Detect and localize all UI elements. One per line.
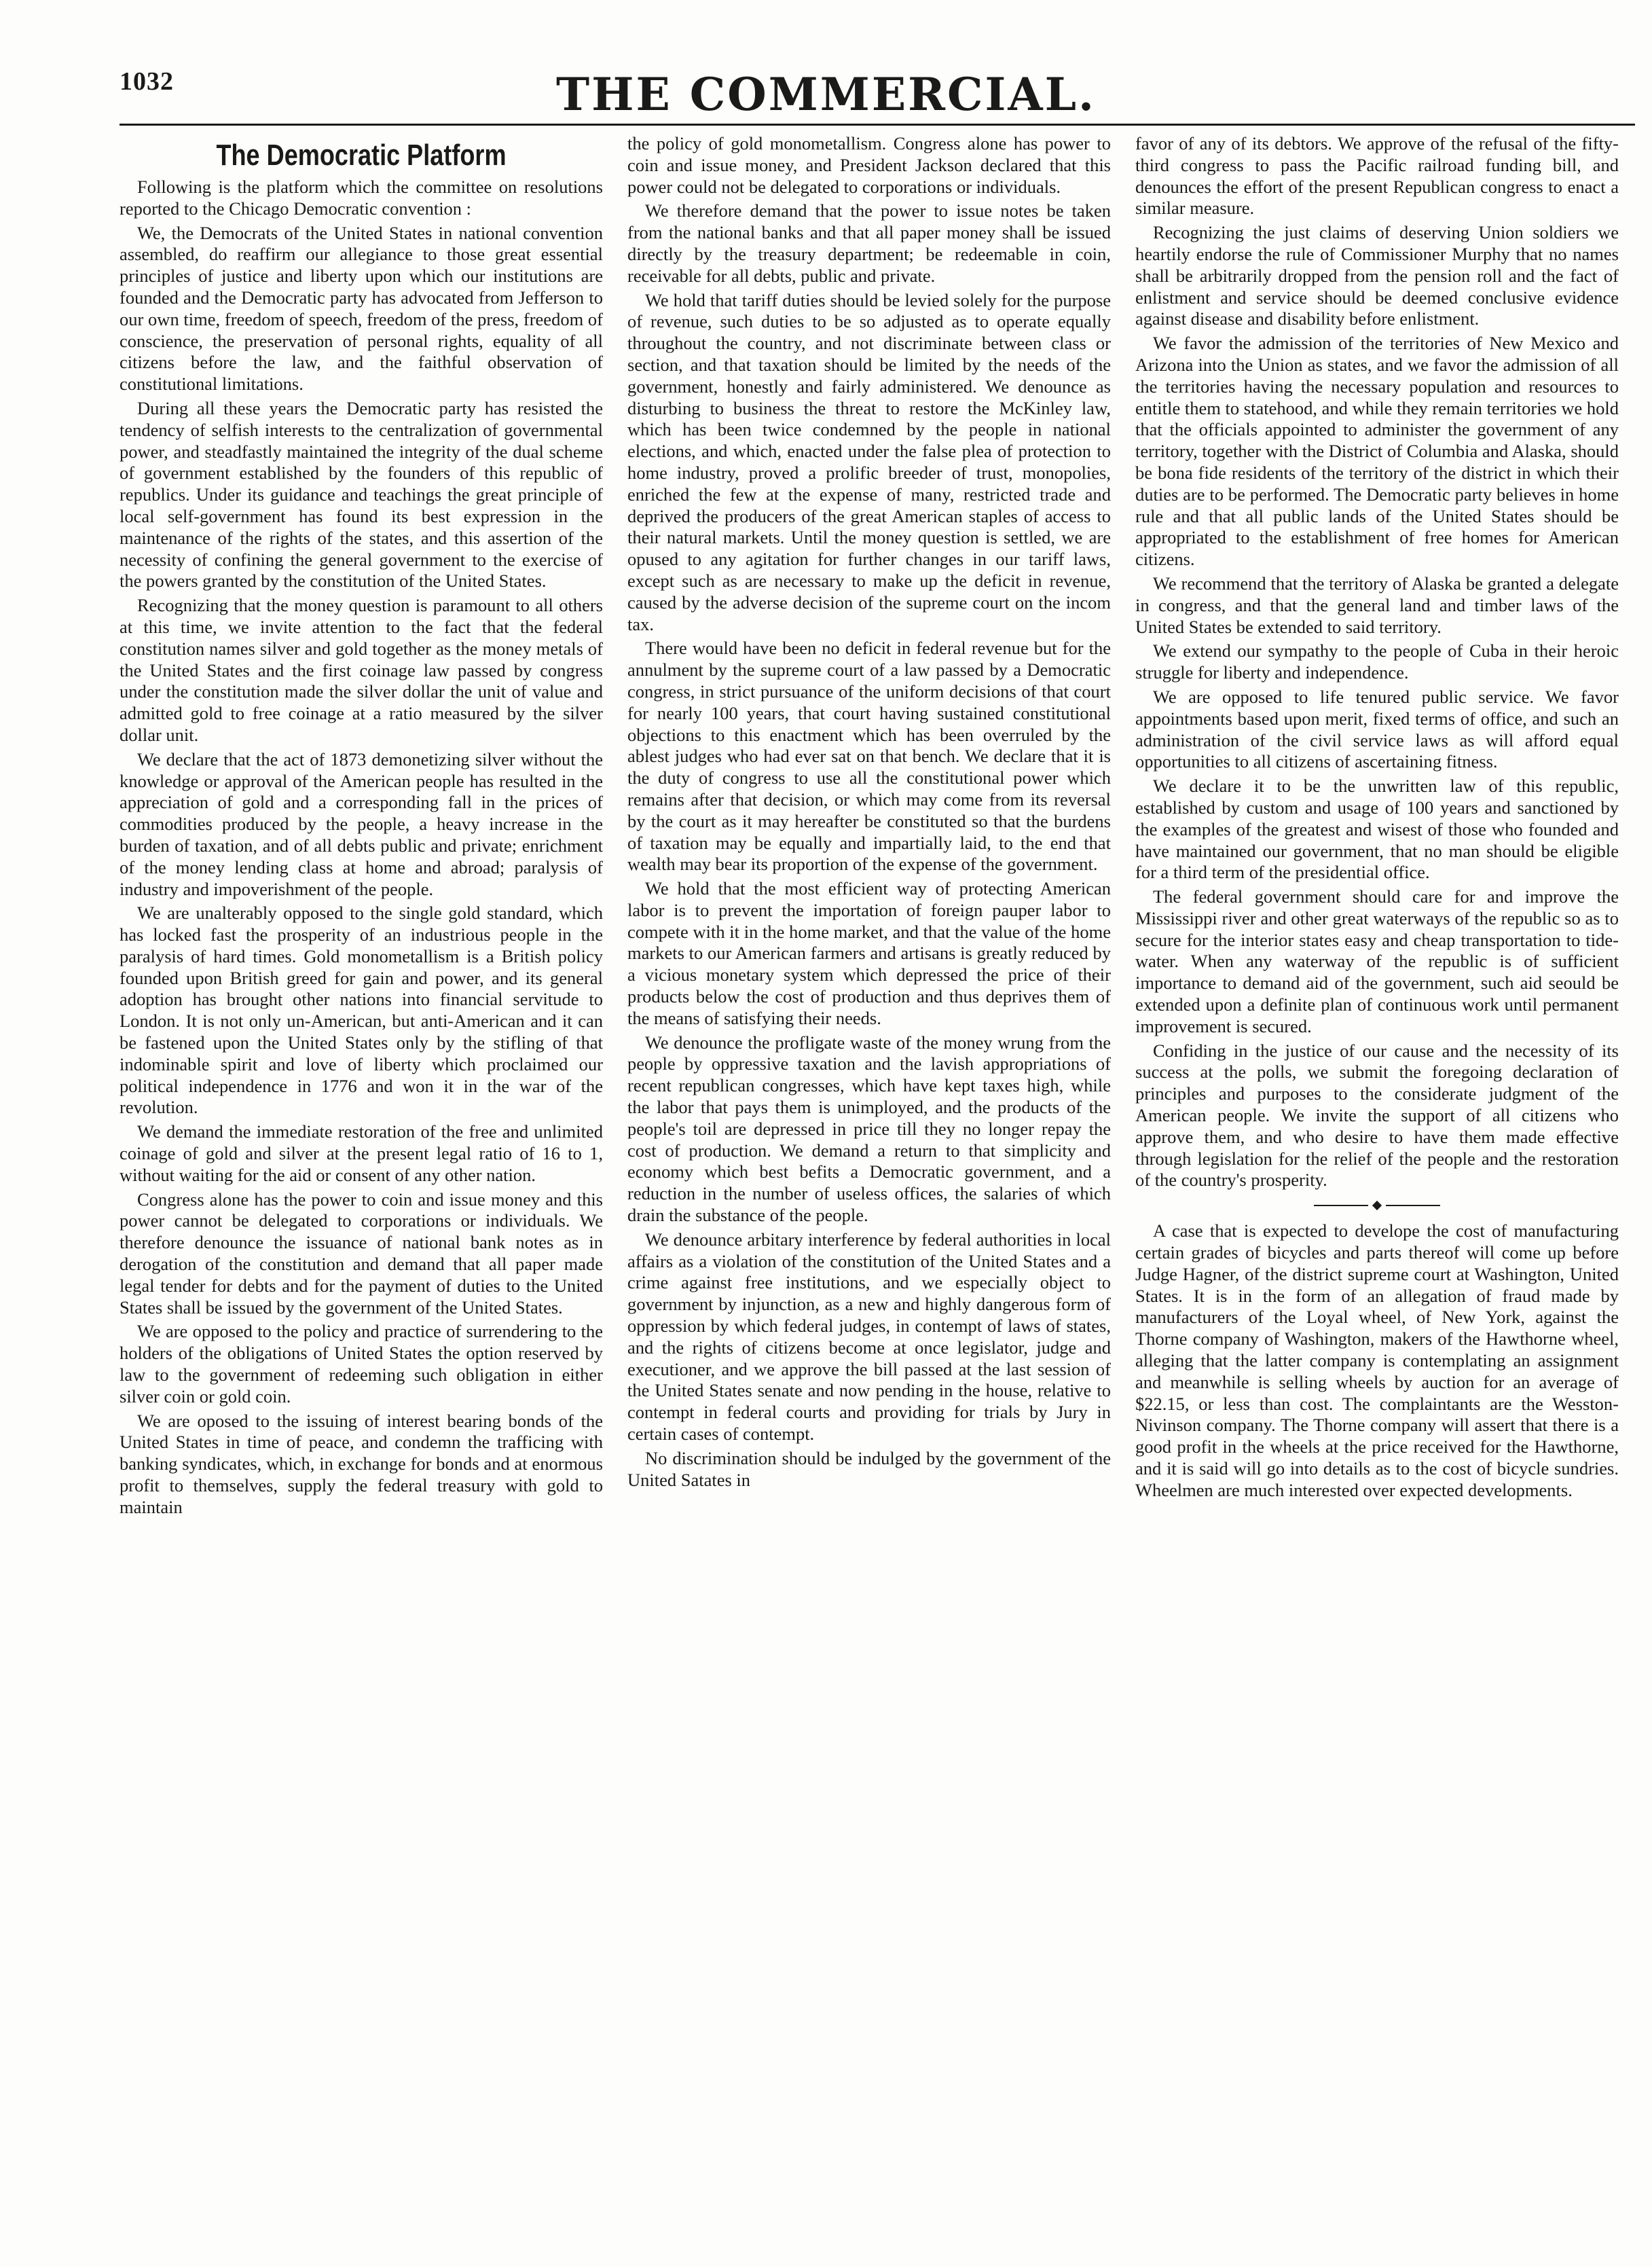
paragraph: No discrimination should be indulged by the government of the United Satates in	[627, 1447, 1111, 1490]
paragraph: Congress alone has the power to coin and issue money and this power cannot be delegated to corporations or individuals. We therefore denounce the issuance of national bank notes as in derogation of the constitution and demand that all paper made legal tender for debts and for the payment of duties to the United States shall be issued by the government of the United States.	[120, 1189, 603, 1318]
paragraph: We are oposed to the issuing of interest bearing bonds of the United States in time of peace, and condemn the trafficing with banking syndicates, which, in exchange for bonds and at enormous profit to themselves, supply the federal treasury with gold to maintain	[120, 1410, 603, 1517]
page-number: 1032	[120, 67, 174, 96]
paragraph: We are opposed to the policy and practice of surrendering to the holders of the obligations of United States the option reserved by law to the government of redeeming such obligation in either silver coin or gold coin.	[120, 1321, 603, 1407]
paragraph: We are opposed to life tenured public service. We favor appointments based upon merit, fixed terms of office, and such an administration of the civil service laws as will afford equal opportunities to all citizens of ascertaining fitness.	[1135, 686, 1619, 772]
column-3	[1135, 133, 1619, 2238]
paragraph: Recognizing that the money question is paramount to all others at this time, we invite attention to the fact that the federal constitution names silver and gold together as the money metals of the United States and the first coinage law passed by congress under the constitution made the silver dollar the unit of value and admitted gold to free coinage at a ratio measured by the silver dollar unit.	[120, 595, 603, 745]
paragraph: We denounce the profligate waste of the money wrung from the people by oppressive taxation and the lavish appropriations of recent republican congresses, which have kept taxes high, while the labor that pays them is unimployed, and the products of the people's toil are depressed in price till they no longer repay the cost of production. We demand a return to that simplicity and economy which best befits a Democratic government, and a reduction in the number of useless offices, the salaries of which drain the substance of the people.	[627, 1032, 1111, 1226]
column-1	[120, 133, 603, 2238]
paragraph: We favor the admission of the territories of New Mexico and Arizona into the Union as states, and we favor the admission of all the territories having the necessary population and resources to entitle them to statehood, and while they remain territories we hold that the officials appointed to administer the government of any territory, together with the District of Columbia and Alaska, should be bona fide residents of the territory of the district in which their duties are to be performed. The Democratic party believes in home rule and that all public lands of the United States should be appropriated to the establishment of free homes for American citizens.	[1135, 333, 1619, 570]
paragraph: We demand the immediate restoration of the free and unlimited coinage of gold and silver at the present legal ratio of 16 to 1, without waiting for the aid or consent of any other nation.	[120, 1121, 603, 1185]
article-divider	[1135, 1197, 1619, 1212]
article-intro: Following is the platform which the committee on resolutions reported to the Chicago Democratic convention :	[120, 177, 603, 219]
paragraph: We are unalterably opposed to the single gold standard, which has locked fast the prosperity of an industrious people in the paralysis of hard times. Gold monometallism is a British policy founded upon British greed for gain and power, and its general adoption has brought other nations into financial servitude to London. It is not only un-American, but anti-American and it can be fastened upon the United States only by the stifling of that indominable spirit and love of liberty which proclaimed our political independence in 1776 and won it in the war of the revolution.	[120, 903, 603, 1118]
paragraph: We denounce arbitary interference by federal authorities in local affairs as a violation of the constitution of the United States and a crime against free institutions, and we especially object to government by injunction, as a new and highly dangerous form of oppression by which federal judges, in contempt of laws of states, and the rights of citizens become at once legislator, judge and executioner, and we approve the bill passed at the last session of the United States senate and now pending in the house, relative to contempt in federal courts and providing for trials by Jury in certain cases of contempt.	[627, 1229, 1111, 1445]
article-title: The Democratic Platform	[216, 139, 507, 172]
paragraph: We hold that tariff duties should be levied solely for the purpose of revenue, such duties to be so adjusted as to operate equally throughout the country, and not discriminate between class or section, and that taxation should be limited by the needs of the government, honestly and fairly administered. We denounce as disturbing to business the threat to restore the McKinley law, which has been twice condemned by the people in national elections, and which, enacted under the false plea of protection to home industry, proved a prolific breeder of trust, monopolies, enriched the few at the expense of many, restricted trade and deprived the producers of the great American staples of access to their natural markets. Until the money question is settled, we are opused to any agitation for further changes in our tariff laws, except such as are necessary to make up the deficit in revenue, caused by the adverse decision of the supreme court on the incom tax.	[627, 289, 1111, 634]
header-rule	[120, 124, 1635, 126]
paragraph: We recommend that the territory of Alaska be granted a delegate in congress, and that the general land and timber laws of the United States be extended to said territory.	[1135, 573, 1619, 637]
paragraph: The federal government should care for and improve the Mississippi river and other great waterways of the republic so as to secure for the interior states easy and cheap transportation to tide-water. When any waterway of the republic is of sufficient importance to demand aid of the government, such aid seould be extended upon a definite plan of continuous work until permanent improvement is secured.	[1135, 886, 1619, 1036]
paragraph: We therefore demand that the power to issue notes be taken from the national banks and that all paper money shall be issued directly by the treasury department; be redeemable in coin, receivable for all debts, public and private.	[627, 200, 1111, 286]
article-columns	[120, 133, 1635, 2238]
paragraph: During all these years the Democratic party has resisted the tendency of selfish interests to the centralization of governmental power, and steadfastly maintained the integrity of the dual scheme of government established by the founders of this republic of republics. Under its guidance and teachings the great principle of local self-government has found its best expression in the maintenance of the rights of the states, and this assertion of the necessity of confining the general government to the exercise of the powers granted by the constitution of the United States.	[120, 397, 603, 592]
paragraph: the policy of gold monometallism. Congress alone has power to coin and issue money, and President Jackson declared that this power could not be delegated to corporations or individuals.	[627, 133, 1111, 197]
paragraph: We, the Democrats of the United States in national convention assembled, do reaffirm our allegiance to those great essential principles of justice and liberty upon which our institutions are founded and the Democratic party has advocated from Jefferson to our own time, freedom of speech, freedom of the press, freedom of conscience, the preservation of personal rights, equality of all citizens before the law, and the faithful observation of constitutional limitations.	[120, 222, 603, 395]
paragraph: favor of any of its debtors. We approve of the refusal of the fifty-third congress to pass the Pacific railroad funding bill, and denounces the effort of the present Republican congress to enact a similar measure.	[1135, 133, 1619, 219]
paragraph: A case that is expected to develope the cost of manufacturing certain grades of bicycles and parts thereof will come up before Judge Hagner, of the district supreme court at Washington, United States. It is in the form of an allegation of fraud made by manufacturers of the Loyal wheel, of New York, against the Thorne company of Washington, makers of the Hawthorne wheel, alleging that the latter company is contemplating an assignment and meanwhile is selling wheels by auction for an average of $22.15, or less than cost. The complaintants are the Wesston-Nivinson company. The Thorne company will assert that there is a good profit in the wheels at the price received for the Hawthorne, and it is said will go into details as to the cost of bicycle sundries. Wheelmen are much interested over expected developments.	[1135, 1220, 1619, 1500]
paragraph: We declare it to be the unwritten law of this republic, established by custom and usage of 100 years and sanctioned by the examples of the greatest and wisest of those who founded and have maintained our government, that no man should be eligible for a third term of the presidential office.	[1135, 776, 1619, 883]
paragraph: Confiding in the justice of our cause and the necessity of its success at the polls, we submit the foregoing declaration of principles and purposes to the considerate judgment of the American people. We invite the support of all citizens who approve them, and who desire to have them made effective through legislation for the relief of the people and the restoration of the country's prosperity.	[1135, 1040, 1619, 1191]
paragraph: Recognizing the just claims of deserving Union soldiers we heartily endorse the rule of Commissioner Murphy that no names shall be arbitrarily dropped from the pension roll and the fact of enlistment and service should be deemed conclusive evidence against disease and disability before enlistment.	[1135, 222, 1619, 329]
paragraph: We extend our sympathy to the people of Cuba in their heroic struggle for liberty and independence.	[1135, 640, 1619, 683]
paragraph: There would have been no deficit in federal revenue but for the annulment by the supreme court of a law passed by a Democratic congress, in strict pursuance of the uniform decisions of that court for nearly 100 years, that court having sustained constitutional objections to this enactment which has been overruled by the ablest judges who had ever sat on that bench. We declare that it is the duty of congress to use all the constitutional power which remains after that decision, or which may come from its reversal by the court as it may hereafter be constituted so that the burdens of taxation may be equally and impartially laid, to the end that wealth may bear its proportion of the expense of the government.	[627, 638, 1111, 875]
paragraph: We hold that the most efficient way of protecting American labor is to prevent the importation of foreign pauper labor to compete with it in the home market, and that the value of the home markets to our American farmers and artisans is greatly reduced by a vicious monetary system which depressed the price of their products below the cost of production and thus deprives them of the means of satisfying their needs.	[627, 878, 1111, 1028]
paragraph: We declare that the act of 1873 demonetizing silver without the knowledge or approval of the American people has resulted in the appreciation of gold and a corresponding fall in the prices of commodities produced by the people, a heavy increase in the burden of taxation, and of all debts public and private; enrichment of the money lending class at home and abroad; paralysis of industry and impoverishment of the people.	[120, 748, 603, 899]
column-2	[627, 133, 1111, 2238]
publication-masthead: THE COMMERCIAL.	[555, 68, 1097, 121]
